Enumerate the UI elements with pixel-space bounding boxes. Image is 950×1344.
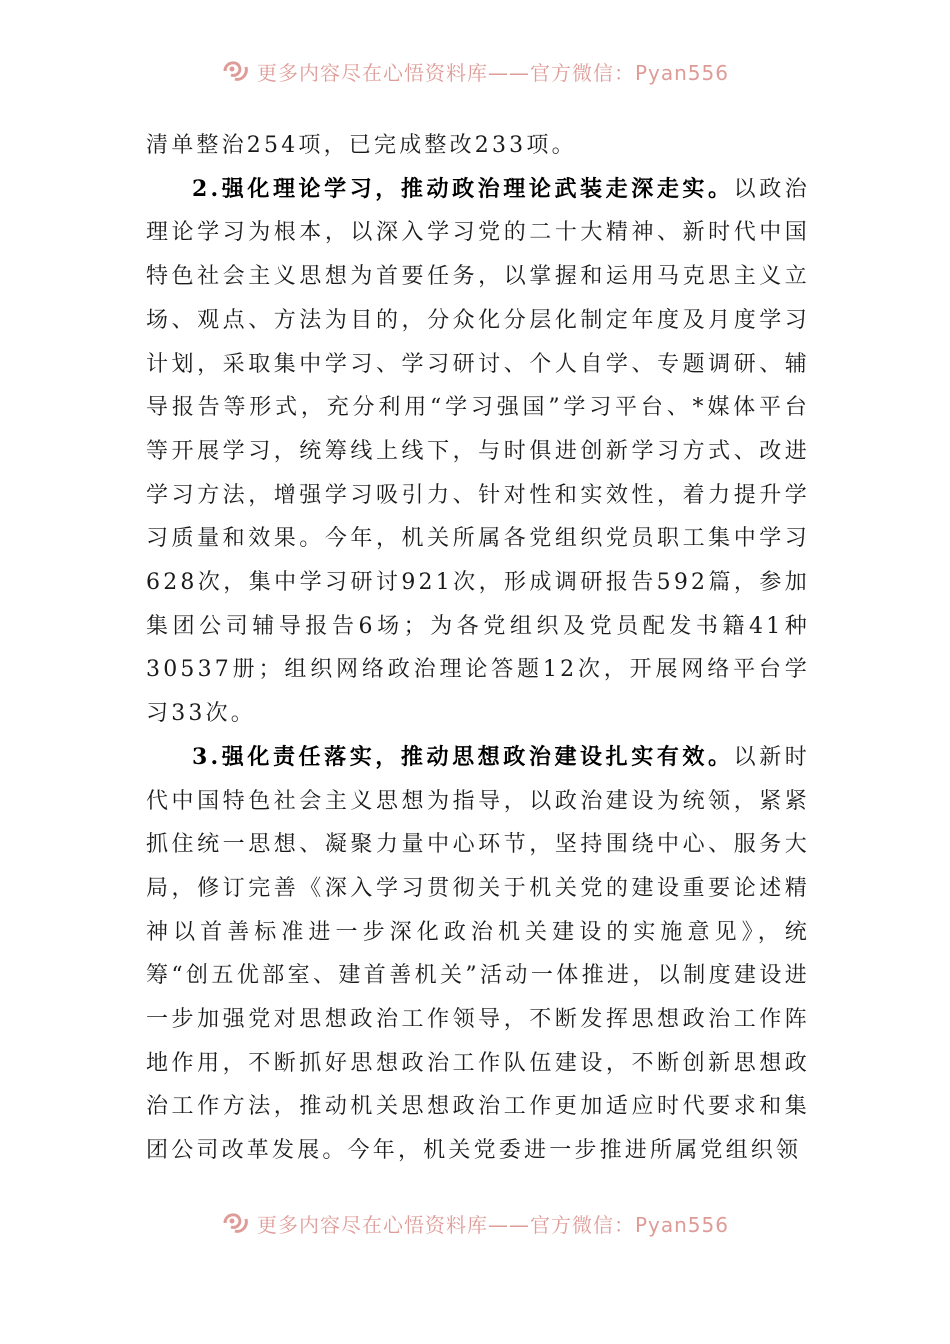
watermark-logo-icon (221, 1209, 251, 1237)
paragraph-continuation: 清单整治254项，已完成整改233项。 (146, 133, 577, 158)
watermark-logo-icon (221, 57, 251, 85)
watermark-text: 更多内容尽在心悟资料库——官方微信：Pyan556 (256, 60, 729, 85)
paragraph-theory-study (146, 168, 810, 736)
paragraph-body: 以新时代中国特色社会主义思想为指导，以政治建设为统领，紧紧抓住统一思想、凝聚力量中心环节，坚持围绕中心、服务大局，修订完善《深入学习贯彻关于机关党的建设重要论述精神以首善标准进一步深化政治机关建设的实施意见》，统筹“创五优部室、建首善机关”活动一体推进，以制度建设进一步加强党对思想政治工作领导，不断发挥思想政治工作阵地作用，不断抓好思想政治工作队伍建设，不断创新思想政治工作方法，推动机关思想政治工作更加适应时代要求和集团公司改革发展。今年，机关党委进一步推进所属党组织领 (146, 744, 810, 1164)
paragraph-body: 以政治理论学习为根本，以深入学习党的二十大精神、新时代中国特色社会主义思想为首要任务，以掌握和运用马克思主义立场、观点、方法为目的，分众化分层化制定年度及月度学习计划，采取集中学习、学习研讨、个人自学、专题调研、辅导报告等形式，充分利用“学习强国”学习平台、*媒体平台等开展学习，统筹线上线下，与时俱进创新学习方式、改进学习方法，增强学习吸引力、针对性和实效性，着力提升学习质量和效果。今年，机关所属各党组织党员职工集中学习628次，集中学习研讨921次，形成调研报告592篇，参加集团公司辅导报告6场；为各党组织及党员配发书籍41种30537册；组织网络政治理论答题12次，开展网络平台学习33次。 (146, 176, 810, 727)
paragraph-responsibility (146, 736, 810, 1173)
document-body (146, 124, 810, 1173)
watermark-text: 更多内容尽在心悟资料库——官方微信：Pyan556 (256, 1212, 729, 1237)
watermark-header (0, 56, 950, 86)
paragraph-heading: 2.强化理论学习，推动政治理论武装走深走实。 (192, 175, 734, 202)
paragraph-heading: 3.强化责任落实，推动思想政治建设扎实有效。 (192, 743, 734, 770)
watermark-footer (0, 1208, 950, 1238)
